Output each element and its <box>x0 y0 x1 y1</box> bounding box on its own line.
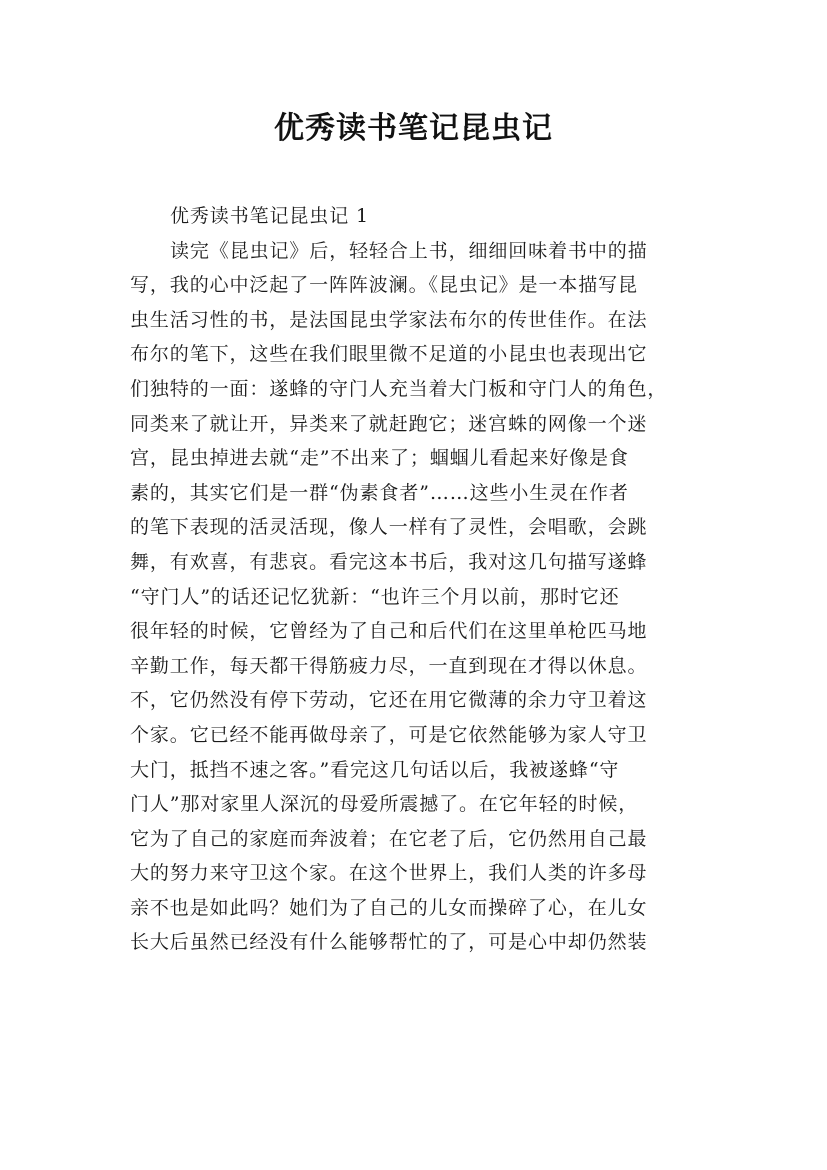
document-body <box>130 199 720 960</box>
paragraph-line: 同类来了就让开，异类来了就赶跑它；迷宫蛛的网像一个迷 <box>130 412 648 435</box>
paragraph-line: 宫，昆虫掉进去就“走”不出来了；蝈蝈儿看起来好像是食 <box>130 447 629 470</box>
document-title: 优秀读书笔记昆虫记 <box>274 111 553 146</box>
paragraph-line: 个家。它已经不能再做母亲了，可是它依然能够为家人守卫 <box>130 723 648 746</box>
paragraph-line: 们独特的一面：遂蜂的守门人充当着大门板和守门人的角色， <box>130 377 668 400</box>
paragraph-line: 读完《昆虫记》后，轻轻合上书，细细回味着书中的描 <box>170 239 648 262</box>
paragraph-line: 门人”那对家里人深沉的母爱所震撼了。在它年轻的时候， <box>130 793 639 816</box>
paragraph-line: 素的，其实它们是一群“伪素食者”……这些小生灵在作者 <box>130 481 629 504</box>
paragraph-line: 大门，抵挡不速之客。”看完这几句话以后，我被遂蜂“守 <box>130 758 620 781</box>
paragraph-line: 大的努力来守卫这个家。在这个世界上，我们人类的许多母 <box>130 862 648 885</box>
paragraph-line: 的笔下表现的活灵活现，像人一样有了灵性，会唱歌，会跳 <box>130 516 648 539</box>
paragraph-line: 很年轻的时候，它曾经为了自己和后代们在这里单枪匹马地 <box>130 620 648 643</box>
paragraph-line: 亲不也是如此吗？她们为了自己的儿女而操碎了心，在儿女 <box>130 896 648 919</box>
paragraph-line: 舞，有欢喜，有悲哀。看完这本书后，我对这几句描写遂蜂 <box>130 550 648 573</box>
section-heading: 优秀读书笔记昆虫记 1 <box>170 205 370 227</box>
paragraph-line: 不，它仍然没有停下劳动，它还在用它微薄的余力守卫着这 <box>130 689 648 712</box>
paragraph-line: 长大后虽然已经没有什么能够帮忙的了，可是心中却仍然装 <box>130 931 648 954</box>
paragraph-line: 虫生活习性的书，是法国昆虫学家法布尔的传世佳作。在法 <box>130 308 648 331</box>
paragraph-line: 布尔的笔下，这些在我们眼里微不足道的小昆虫也表现出它 <box>130 343 648 366</box>
paragraph-line: 写，我的心中泛起了一阵阵波澜。《昆虫记》是一本描写昆 <box>130 274 638 297</box>
paragraph-line: 它为了自己的家庭而奔波着；在它老了后，它仍然用自己最 <box>130 827 648 850</box>
paragraph-line: 辛勤工作，每天都干得筋疲力尽，一直到现在才得以休息。 <box>130 654 648 677</box>
paragraph-line: “守门人”的话还记忆犹新：“也许三个月以前，那时它还 <box>130 585 620 608</box>
